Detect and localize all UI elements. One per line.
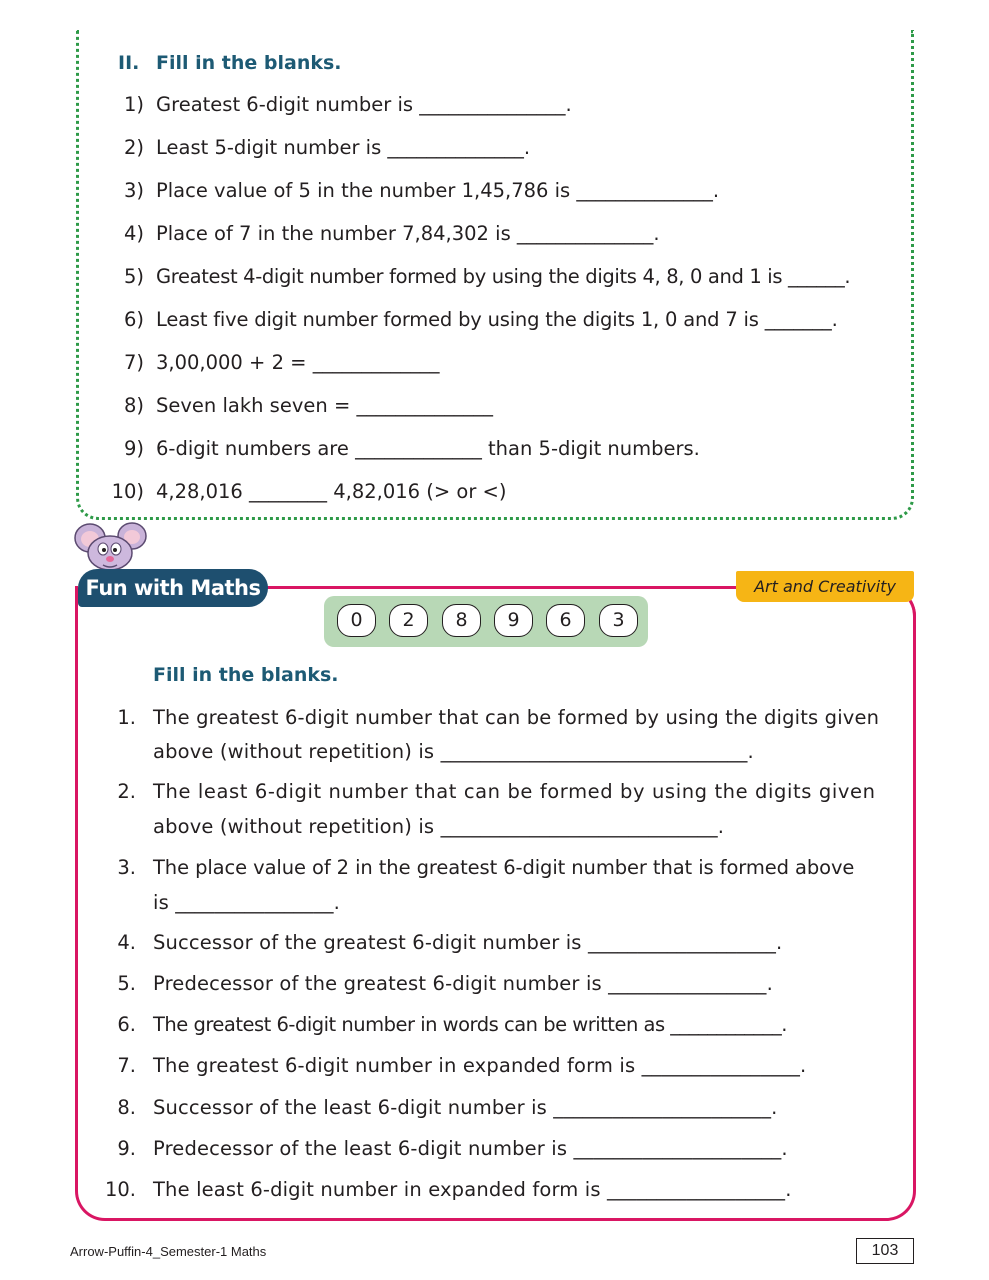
item-number: 6) [123,308,144,331]
section-2-number: II. [118,52,140,74]
item-number: 5. [117,972,136,995]
item-number: 6. [117,1013,136,1036]
item-text: 4,28,016 ________ 4,82,016 (> or <) [156,480,507,503]
digit-card: 9 [494,604,533,637]
item-text: Place value of 5 in the number 1,45,786 is ______________. [156,179,720,202]
page-number: 103 [856,1238,914,1264]
item-text: 6-digit numbers are _____________ than 5-digit numbers. [156,437,700,460]
list-item [0,394,989,422]
list-item [0,351,989,379]
digit-card: 3 [599,604,638,637]
item-text: is ________________. [153,891,340,914]
list-item [0,93,989,121]
item-text: The greatest 6-digit number that can be formed by using the digits given [153,706,880,729]
item-text: The place value of 2 in the greatest 6-digit number that is formed above [153,856,855,879]
item-number: 8) [123,394,144,417]
art-creativity-tag: Art and Creativity [736,571,914,602]
item-text: Seven lakh seven = ______________ [156,394,493,417]
item-number: 4) [123,222,144,245]
item-number: 10. [104,1178,136,1201]
book-title: Arrow-Puffin-4_Semester-1 Maths [70,1244,267,1259]
digit-cards [324,596,648,647]
item-text: Least five digit number formed by using the digits 1, 0 and 7 is _______. [156,308,838,331]
item-text: The greatest 6-digit number in words can be written as ____________. [153,1013,788,1036]
item-number: 10) [111,480,144,503]
item-text: Successor of the greatest 6-digit number is ___________________. [153,931,783,954]
item-text: The greatest 6-digit number in expanded form is ________________. [153,1054,807,1077]
fun-heading: Fill in the blanks. [153,664,339,686]
list-item [0,222,989,250]
item-number: 8. [117,1096,136,1119]
list-item [0,480,989,508]
fun-header-line [266,586,746,589]
digit-card: 0 [337,604,376,637]
item-text: Greatest 4-digit number formed by using the digits 4, 8, 0 and 1 is ______. [156,265,851,288]
item-text: above (without repetition) is _______________________________. [153,740,754,763]
item-text: Least 5-digit number is ______________. [156,136,531,159]
list-item [0,179,989,207]
item-number: 3) [123,179,144,202]
item-number: 3. [117,856,136,879]
item-text: Successor of the least 6-digit number is ______________________. [153,1096,778,1119]
item-text: Predecessor of the greatest 6-digit number is ________________. [153,972,773,995]
digit-card: 2 [389,604,428,637]
item-text: 3,00,000 + 2 = _____________ [156,351,440,374]
list-item [0,136,989,164]
item-number: 1. [117,706,136,729]
fun-with-maths-badge: Fun with Maths [78,569,268,607]
item-number: 2. [117,780,136,803]
list-item [0,437,989,465]
item-number: 9. [117,1137,136,1160]
item-text: The least 6-digit number that can be formed by using the digits given [153,780,876,803]
item-number: 1) [123,93,144,116]
item-number: 9) [123,437,144,460]
item-number: 2) [123,136,144,159]
item-text: above (without repetition) is ____________________________. [153,815,725,838]
item-text: Predecessor of the least 6-digit number is _____________________. [153,1137,788,1160]
item-number: 5) [123,265,144,288]
mouse-mascot-icon [72,520,148,576]
list-item [0,308,989,336]
item-text: Greatest 6-digit number is _______________. [156,93,572,116]
item-text: Place of 7 in the number 7,84,302 is ______________. [156,222,660,245]
list-item [0,265,989,293]
digit-card: 8 [442,604,481,637]
item-number: 7) [123,351,144,374]
section-2-heading: Fill in the blanks. [156,52,342,74]
item-text: The least 6-digit number in expanded form is __________________. [153,1178,792,1201]
item-number: 7. [117,1054,136,1077]
item-number: 4. [117,931,136,954]
digit-card: 6 [546,604,585,637]
